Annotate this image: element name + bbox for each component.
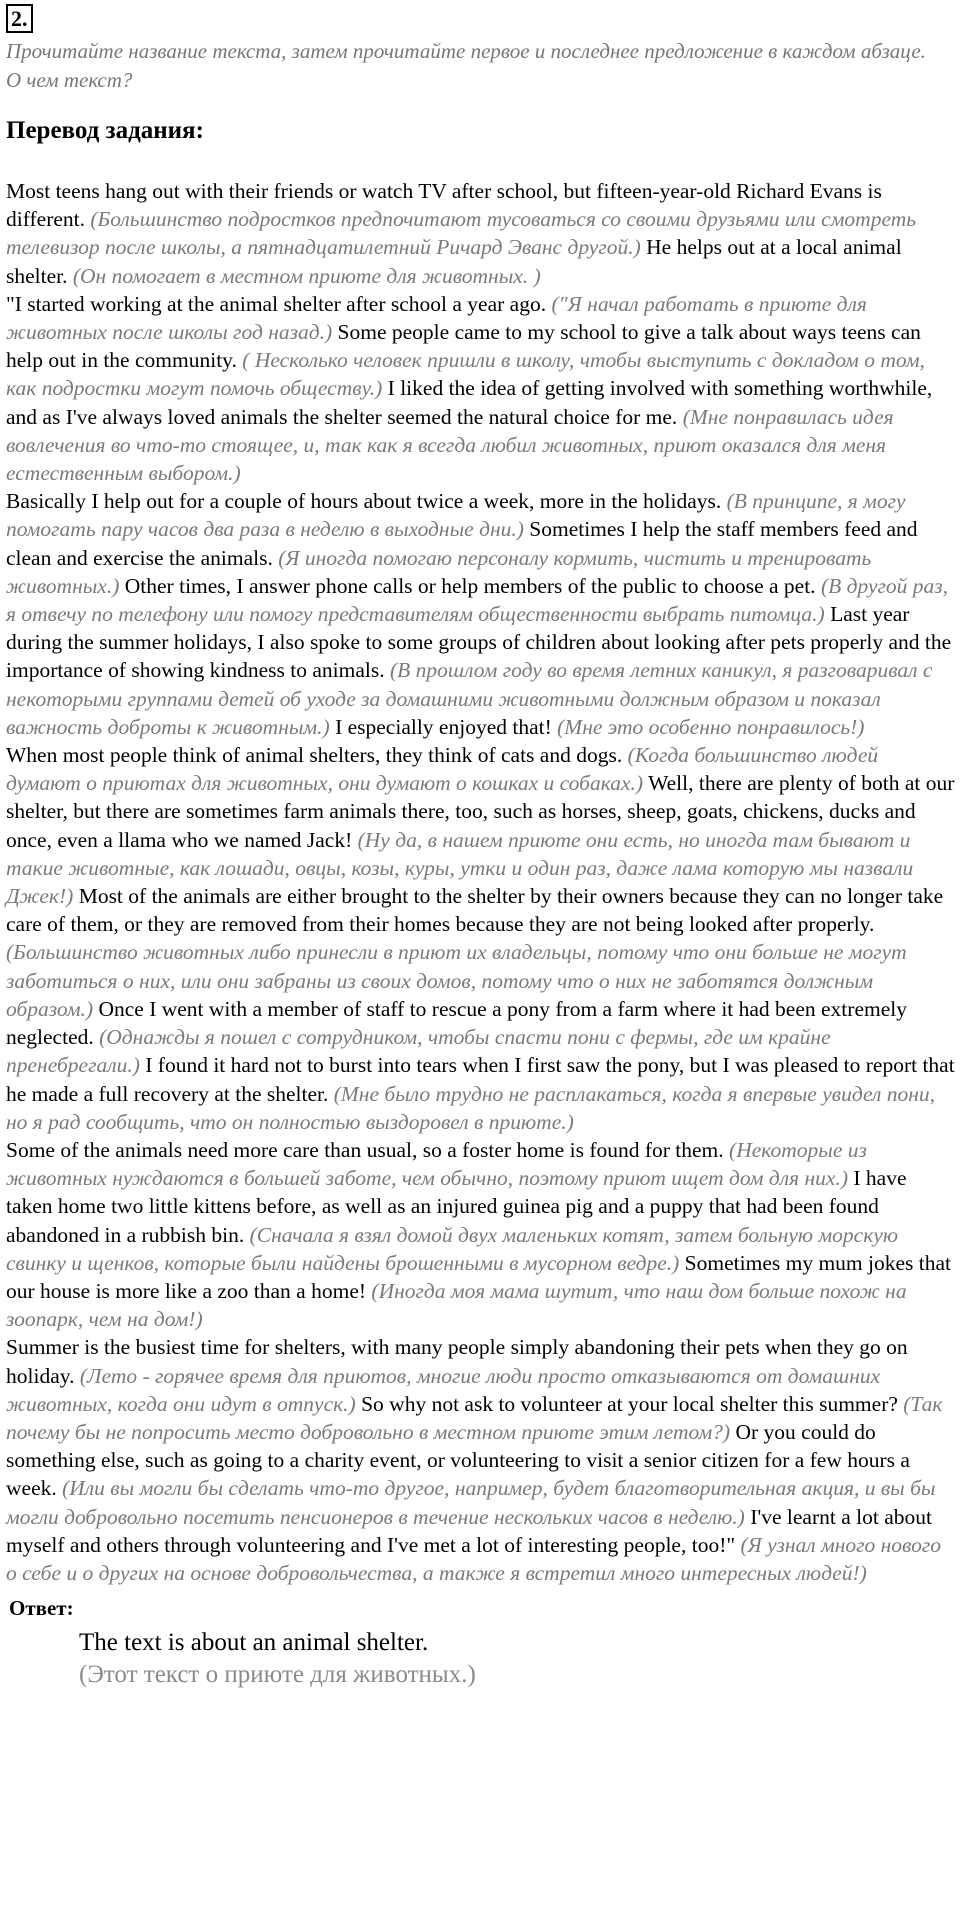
english-sentence: I especially enjoyed that! [335,714,552,739]
paragraph [6,487,956,741]
english-sentence: Once I went with a member of staff to rescue a pony from a farm where it had been extremely neglected. [6,996,907,1050]
english-sentence: Basically I help out for a couple of hours about twice a week, more in the holidays. [6,489,722,514]
answer-russian: (Этот текст о приюте для животных.) [79,1661,476,1689]
english-sentence: Sometimes my mum jokes that our house is more like a zoo than a home! [6,1250,952,1303]
exercise-number [6,4,956,33]
english-sentence: "I started working at the animal shelter after school a year ago. [6,291,547,316]
russian-translation: (Большинство животных либо принесли в приют их владельцы, потому что они больше не могут заботиться о них, или они забраны из своих домов, потому что о них не заботятся должным образом.) [6,940,907,1021]
russian-translation: (Ну да, в нашем приюте они есть, но иногда там бывают и такие животные, как лошади, овцы, козы, куры, утки и один раз, даже лама которую мы назвали Джек!) [6,827,914,909]
russian-translation: (Мне было трудно не расплакаться, когда я впервые увидел пони, но я рад сообщить, что он полностью выздоровел в приюте.) [6,1081,936,1134]
exercise-number-box: 2. [6,4,33,33]
russian-translation: ("Я начал работать в приюте для животных после школы год назад.) [6,291,867,345]
russian-translation: (Лето - горячее время для приютов, многие люди просто отказываются от домашних животных, когда они идут в отпуск.) [6,1363,881,1416]
task-instruction: Прочитайте название текста, затем прочитайте первое и последнее предложение в каждом абзаце. О чем текст? [6,39,926,92]
english-sentence: Most teens hang out with their friends or watch TV after school, but fifteen-year-old Richard Evans is different. [6,179,882,232]
english-sentence: Well, there are plenty of both at our shelter, but there are sometimes farm animals there, too, such as horses, sheep, goats, chickens, ducks and once, even a llama who we named Jack! [6,771,955,852]
english-sentence: Other times, I answer phone calls or help members of the public to choose a pet. [124,573,816,598]
english-sentence: When most people think of animal shelters, they think of cats and dogs. [6,743,623,768]
paragraph [6,290,956,487]
english-sentence: He helps out at a local animal shelter. [6,235,902,288]
russian-translation: (Однажды я пошел с сотрудником, чтобы спасти пони с фермы, где им крайне пренебрегали.) [6,1025,831,1078]
answer-block [6,1595,956,1691]
paragraph [6,177,956,290]
english-sentence: Most of the animals are either brought to the shelter by their owners because they can no longer take care of them, or they are removed from their homes because they are not being looked after properly. [6,884,944,937]
answer-label: Ответ: [9,1596,74,1621]
paragraph [6,1333,956,1587]
english-sentence: I've learnt a lot about myself and others through volunteering and I've met a lot of interesting people, too!" [6,1504,932,1557]
russian-translation: (В прошлом году во время летних каникул, я разговаривал с некоторыми группами детей об уходе за домашними животными должным образом и показал важность доброты к животным.) [6,658,933,739]
russian-translation: (В другой раз, я отвечу по телефону или помогу представителям общественности выбрать питомца.) [6,573,949,627]
russian-translation: (Некоторые из животных нуждаются в большей заботе, чем обычно, поэтому приют ищет дом для них.) [6,1137,867,1191]
english-sentence: I have taken home two little kittens before, as well as an injured guinea pig and a puppy that had been found abandoned in a rubbish bin. [6,1166,907,1247]
russian-translation: (Мне это особенно понравилось!) [557,714,865,739]
english-sentence: Last year during the summer holidays, I also spoke to some groups of children about looking after pets properly and the importance of showing kindness to animals. [6,602,952,683]
paragraph [6,1136,956,1333]
russian-translation: (В принципе, я могу помогать пару часов два раза в неделю в выходные дни.) [6,489,906,542]
russian-translation: (Сначала я взял домой двух маленьких котят, затем больную морскую свинку и щенков, которые были найдены брошенными в мусорном ведре.) [6,1222,898,1275]
english-sentence: So why not ask to volunteer at your local shelter this summer? [361,1391,898,1416]
russian-translation: (Когда большинство людей думают о приютах для животных, они думают о кошках и собаках.) [6,743,879,796]
answer-english: The text is about an animal shelter. [79,1629,429,1657]
paragraph [6,741,956,1136]
english-sentence: Or you could do something else, such as going to a charity event, or volunteering to visit a senior citizen for a few hours a week. [6,1419,910,1501]
english-sentence: Some people came to my school to give a talk about ways teens can help out in the community. [6,320,921,373]
exercise-page [6,4,956,1691]
russian-translation: ( Несколько человек пришли в школу, чтобы выступить с докладом о том, как подростки могут помочь обществу.) [6,348,925,401]
english-sentence: Summer is the busiest time for shelters, with many people simply abandoning their pets when they go on holiday. [6,1335,908,1388]
russian-translation: (Я узнал много нового о себе и о других на основе добровольчества, а также я встретил много интересных людей!) [6,1532,941,1585]
translation-text [6,177,956,1587]
russian-translation: (Мне понравилась идея вовлечения во что-то стоящее, и, так как я всегда любил животных, приют оказался для меня естественным выбором.) [6,404,894,486]
russian-translation: (Иногда моя мама шутит, что наш дом больше похож на зоопарк, чем на дом!) [6,1278,907,1332]
english-sentence: Sometimes I help the staff members feed and clean and exercise the animals. [6,517,918,570]
russian-translation: (Я иногда помогаю персоналу кормить, чистить и тренировать животных.) [6,545,872,598]
english-sentence: I liked the idea of getting involved with something worthwhile, and as I've always loved animals the shelter seemed the natural choice for me. [6,376,933,429]
russian-translation: (Он помогает в местном приюте для животных. ) [72,263,541,288]
section-title: Перевод задания: [6,117,204,144]
english-sentence: Some of the animals need more care than usual, so a foster home is found for them. [6,1137,724,1162]
russian-translation: (Большинство подростков предпочитают тусоваться со своими друзьями или смотреть телевизор после школы, а пятнадцатилетний Ричард Эванс другой.) [6,207,917,260]
russian-translation: (Так почему бы не попросить место добровольно в местном приюте этим летом?) [6,1391,943,1444]
english-sentence: I found it hard not to burst into tears when I first saw the pony, but I was pleased to report that he made a full recovery at the shelter. [6,1053,955,1106]
russian-translation: (Или вы могли бы сделать что-то другое, например, будет благотворительная акция, и вы бы могли добровольно посетить пенсионеров в течение нескольких часов в неделю.) [6,1476,936,1529]
